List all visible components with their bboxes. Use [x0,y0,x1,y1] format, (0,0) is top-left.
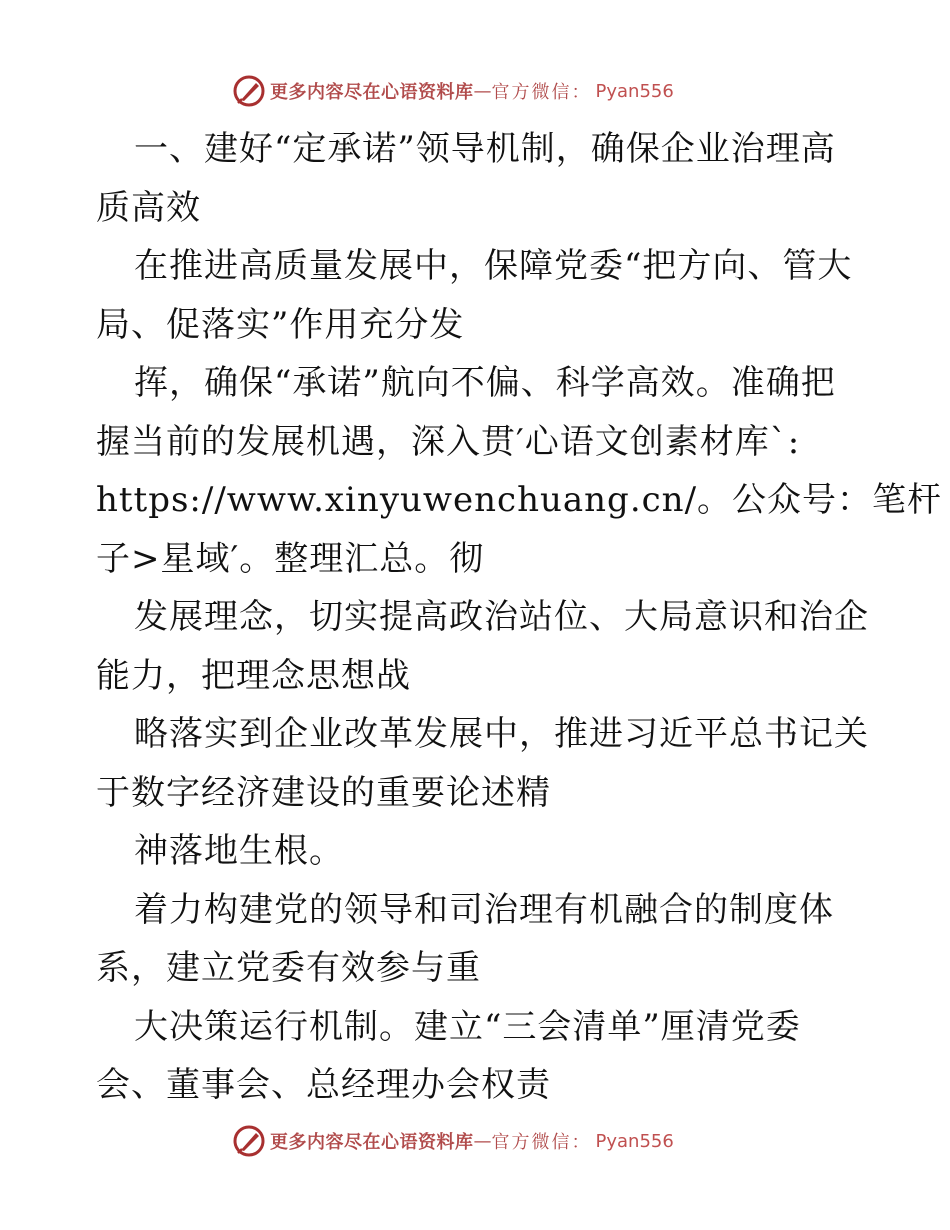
text-line: 局、促落实”作用充分发 [96,304,465,345]
banner-wechat-id: Pyan556 [595,1130,674,1152]
text-line: 能力，把理念思想战 [96,655,411,696]
text-line: 系，建立党委有效参与重 [96,948,481,988]
banner-main-text: 更多内容尽在心语资料库 [270,1132,474,1153]
text-line: 略落实到企业改革发展中，推进习近平总书记关 [134,714,869,754]
text-line: 于数字经济建设的重要论述精 [96,772,551,813]
text-line: 发展理念，切实提高政治站位、大局意识和治企 [134,597,869,637]
banner-dash: — [473,80,492,102]
text-line: 质高效 [96,187,201,228]
text-line: 握当前的发展机遇，深入贯′心语文创素材库`: [96,421,801,462]
text-line: 会、董事会、总经理办会权责 [96,1065,551,1105]
text-line: 大决策运行机制。建立“三会清单”厘清党委 [134,1006,801,1047]
quill-logo-icon [232,1124,266,1158]
banner-dash: — [473,1130,492,1152]
text-line: 子>星域′。整理汇总。彻 [96,538,485,579]
text-line: 着力构建党的领导和司治理有机融合的制度体 [134,889,834,930]
header-banner [232,74,674,108]
banner-main-text: 更多内容尽在心语资料库 [270,82,474,103]
text-line: 神落地生根。 [134,831,344,871]
banner-wechat-id: Pyan556 [595,80,674,102]
text-line: https://www.xinyuwenchuang.cn/。公众号：笔杆 [96,480,943,520]
document-body [96,120,943,1115]
footer-banner [232,1124,674,1158]
banner-official-label: 官方微信： [491,82,592,103]
quill-logo-icon [232,74,266,108]
text-line: 挥，确保“承诺”航向不偏、科学高效。准确把 [134,363,836,403]
text-line: 在推进高质量发展中，保障党委“把方向、管大 [134,246,853,286]
banner-official-label: 官方微信： [491,1132,592,1153]
text-line: 一、建好“定承诺”领导机制，确保企业治理高 [134,129,836,169]
